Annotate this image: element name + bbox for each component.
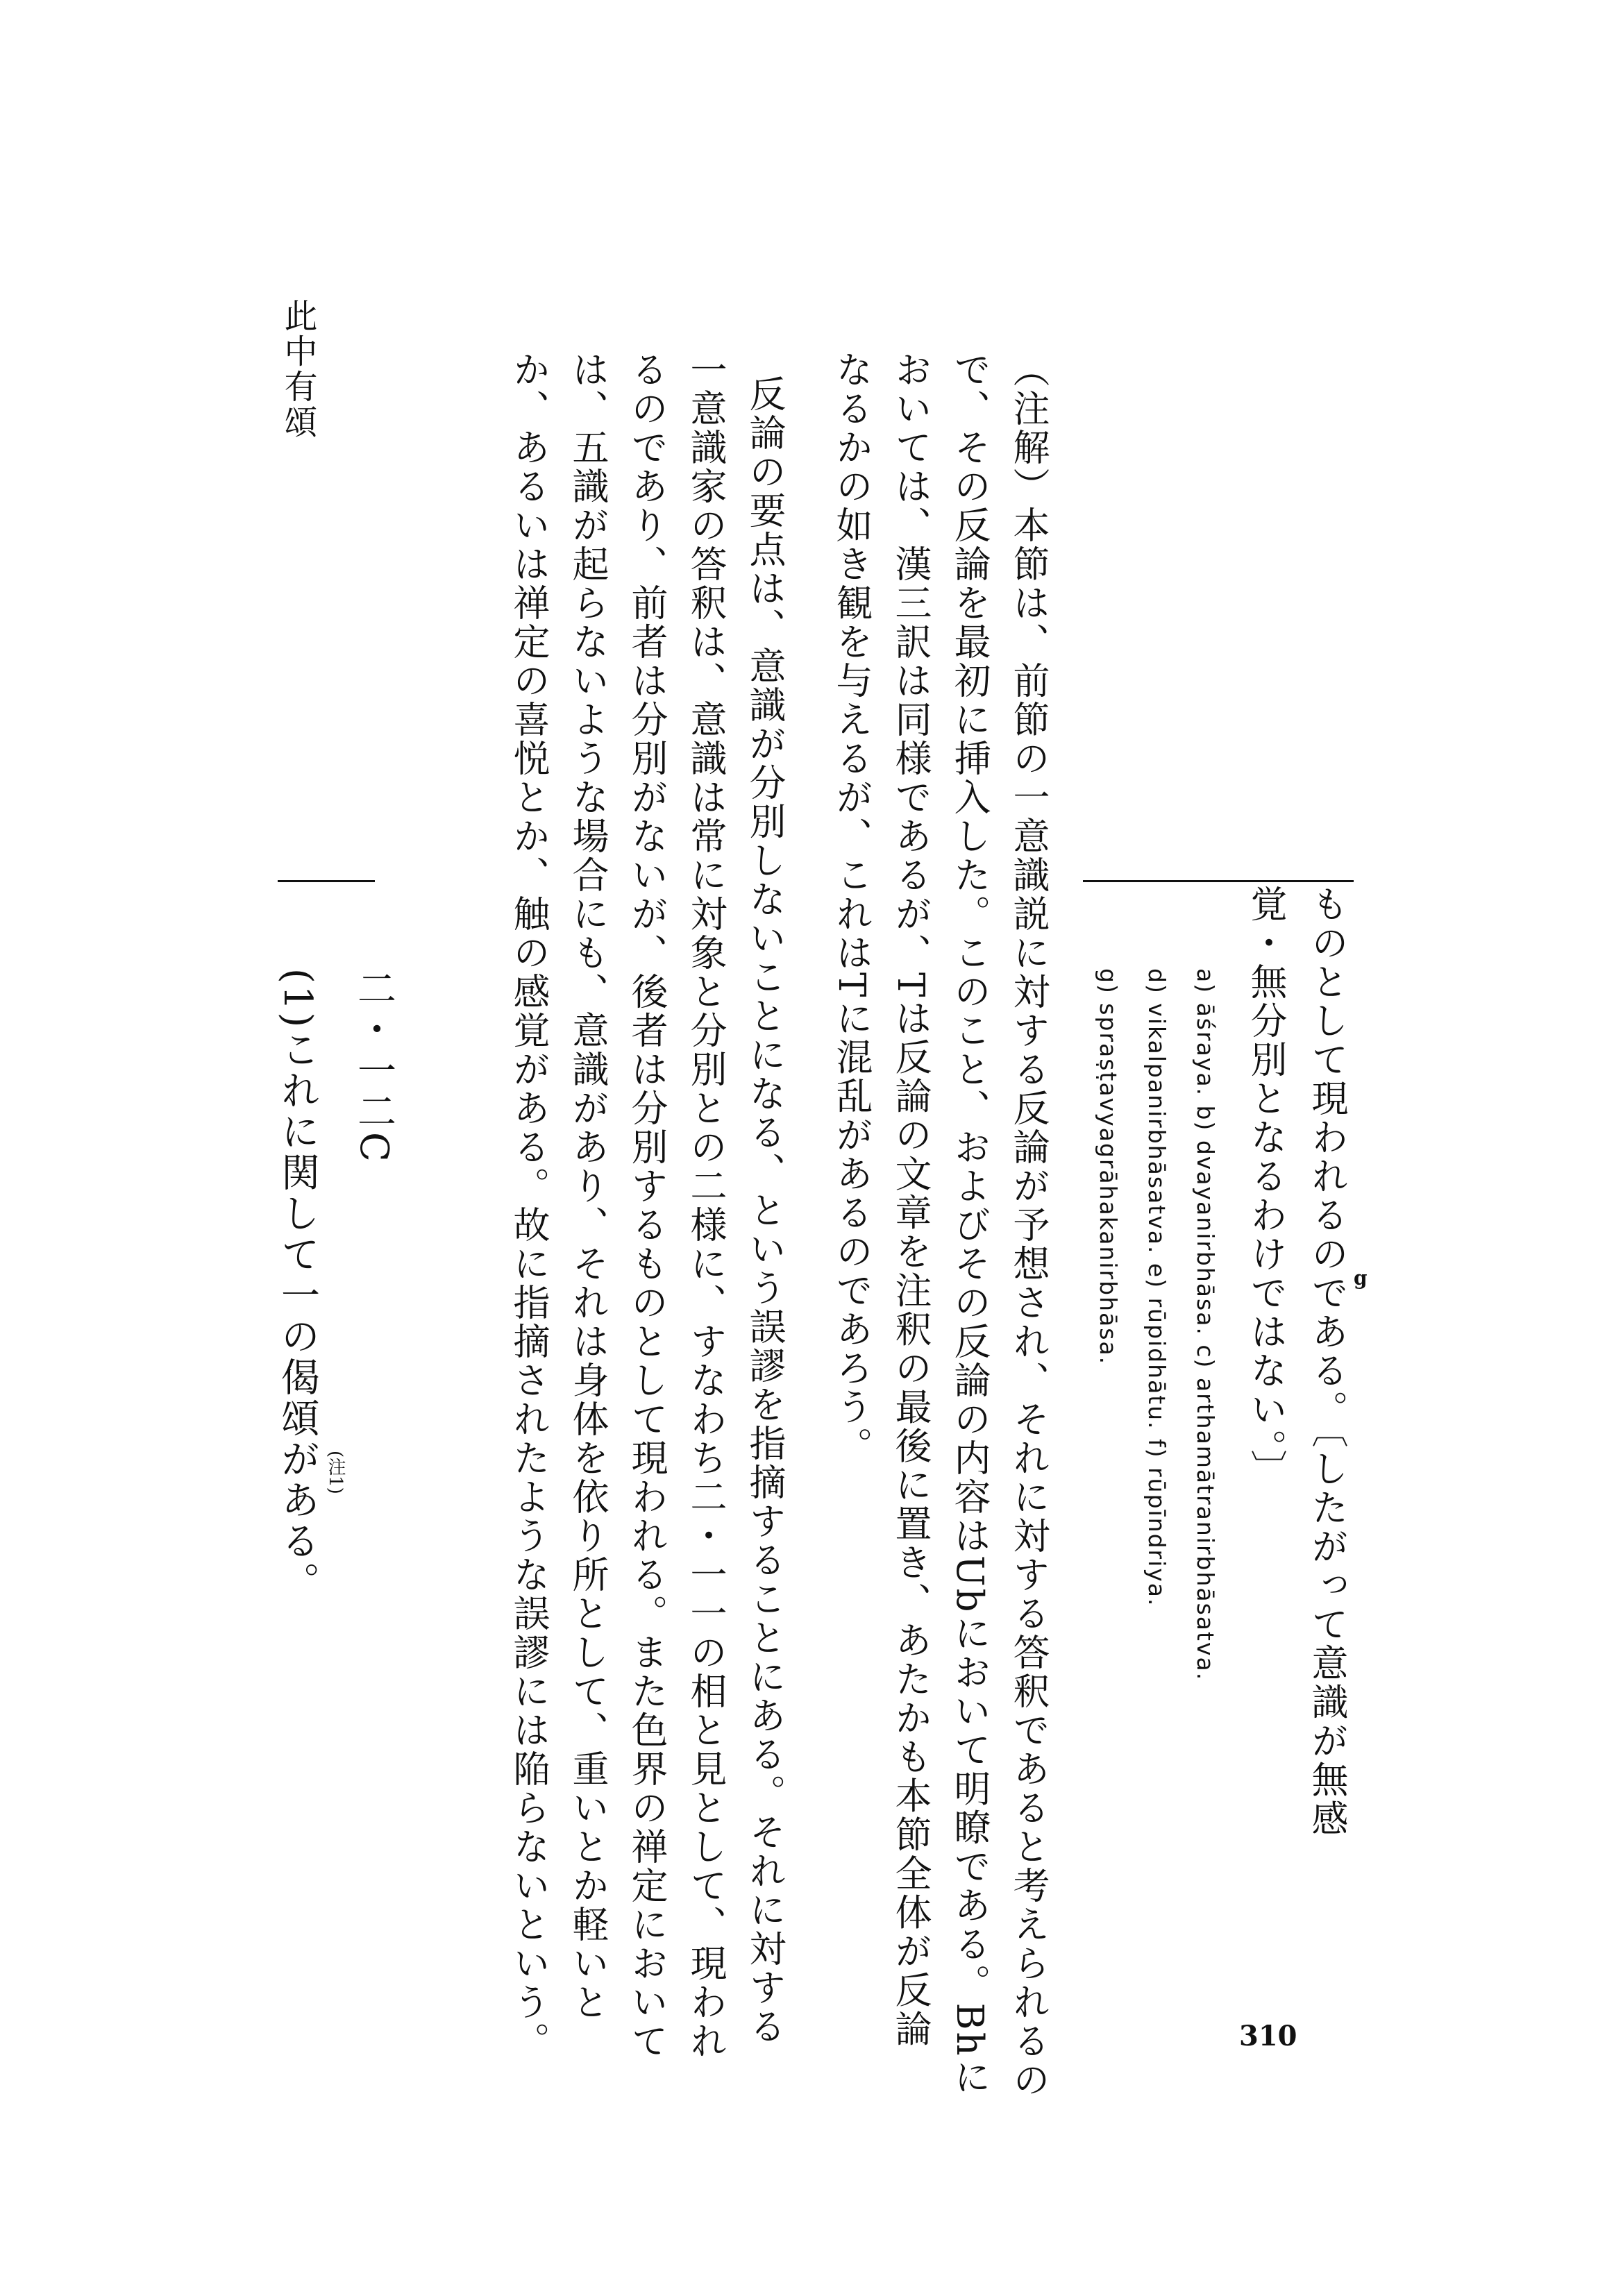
chinese-verse-label: 此中有頌 [278, 298, 317, 440]
section-intro-text: (1)これに関して一の偈頌がある。 [275, 968, 320, 1603]
commentary-line-1: （注解）本節は、前節の一意識説に対する反論が予想され、それに対する答釈であると考えられるの [1007, 351, 1050, 2100]
footnote-line-1: a) āśraya. b) dvayanirbhāsa. c) arthamātranirbhāsatva. [1192, 968, 1219, 1682]
commentary-line-3: おいては、漢三訳は同様であるが、Tは反論の文章を注釈の最後に置き、あたかも本節全体が反論 [889, 351, 932, 2049]
section-heading: 二・一二C [351, 968, 396, 1164]
translation-line-1: ものとして現われるのである。〔したがって意識が無感 [1306, 885, 1348, 1839]
footnote-line-3: g) spraṣṭavyagrāhakanirbhāsa. [1095, 968, 1122, 1366]
commentary-line-4: なるかの如き観を与えるが、これはTに混乱があるのであろう。 [830, 351, 873, 1466]
translation-line-2: 覚・無分別となるわけではない。〕 [1245, 885, 1287, 1489]
commentary-line-6: 一意識家の答釈は、意識は常に対象と分別との二様に、すなわち二・一一の相と見として、現われ [684, 351, 727, 2061]
commentary-line-9: か、あるいは禅定の喜悦とか、触の感覚がある。故に指摘されたような誤謬には陥らないという。 [507, 351, 550, 2061]
commentary-line-7: るのであり、前者は分別がないが、後者は分別するものとして現われる。また色界の禅定において [625, 351, 668, 2061]
commentary-line-2: で、その反論を最初に挿入した。このこと、およびその反論の内容はUbにおいて明瞭である。Bhに [948, 351, 991, 2097]
separator-rule-top [1083, 880, 1354, 882]
page-number: 310 [1239, 2020, 1297, 2052]
commentary-line-8: は、五識が起らないような場合にも、意識があり、それは身体を依り所として、重いとか軽いと [566, 351, 609, 2022]
separator-rule-bottom [278, 880, 375, 882]
footnote-line-2: d) vikalpanirbhāsatva. e) rūpidhātu. f) rūpīndriya. [1143, 968, 1170, 1607]
section-intro-line [275, 968, 320, 1603]
note-annotation: (注1) [325, 1451, 346, 1494]
footnote-marker-g: g [1354, 1267, 1368, 1290]
commentary-line-5: 反論の要点は、意識が分別しないことになる、という誤謬を指摘することにある。それに対する [743, 375, 786, 2046]
